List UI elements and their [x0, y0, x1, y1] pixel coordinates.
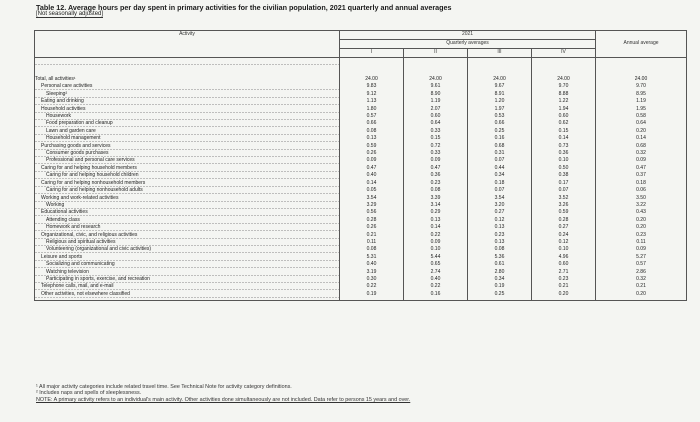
quarter-value-cell: 0.14 — [532, 135, 596, 142]
activity-label-text: Eating and drinking — [41, 98, 84, 105]
table-row — [35, 217, 687, 224]
quarter-value-cell: 0.34 — [468, 276, 532, 283]
quarter-value-cell: 8.88 — [532, 91, 596, 98]
table-row — [35, 120, 687, 127]
quarter-value-cell: 0.27 — [532, 224, 596, 231]
activity-column-header: Activity — [35, 31, 340, 58]
quarter-value-cell: 0.36 — [404, 172, 468, 179]
table-row — [35, 165, 687, 172]
quarter-value-cell: 5.36 — [468, 254, 532, 261]
activity-label-text: Participating in sports, exercise, and recreation — [46, 275, 150, 282]
quarter-value-cell: 9.70 — [532, 83, 596, 90]
quarter-value-cell: 0.59 — [340, 143, 404, 150]
quarter-value-cell: 24.00 — [532, 58, 596, 84]
activity-label-text: Personal care activities — [41, 83, 93, 90]
quarter-value-cell: 1.80 — [340, 106, 404, 113]
quarter-value-cell: 3.39 — [404, 195, 468, 202]
table-row — [35, 172, 687, 179]
quarter-value-cell: 0.25 — [468, 291, 532, 301]
quarter-value-cell: 0.25 — [468, 128, 532, 135]
quarter-value-cell: 3.26 — [532, 202, 596, 209]
quarter-value-cell: 0.21 — [532, 283, 596, 290]
quarter-value-cell: 0.10 — [532, 157, 596, 164]
table-row — [35, 135, 687, 142]
quarter-value-cell: 0.26 — [340, 150, 404, 157]
quarter-value-cell: 0.09 — [340, 157, 404, 164]
activity-label — [35, 232, 340, 239]
activity-label — [35, 261, 340, 268]
quarter-value-cell: 0.09 — [404, 157, 468, 164]
quarter-value-cell: 1.22 — [532, 98, 596, 105]
annual-value-cell: 0.32 — [596, 276, 687, 283]
quarter-value-cell: 0.57 — [340, 113, 404, 120]
activity-label — [35, 195, 340, 202]
annual-value-cell: 0.64 — [596, 120, 687, 127]
quarter-value-cell: 1.94 — [532, 106, 596, 113]
annual-value-cell: 0.06 — [596, 187, 687, 194]
annual-value-cell: 0.43 — [596, 209, 687, 216]
table-row — [35, 128, 687, 135]
table-row — [35, 209, 687, 216]
quarter-value-cell: 0.68 — [468, 143, 532, 150]
quarter-value-cell: 0.14 — [404, 224, 468, 231]
quarter-value-cell: 0.21 — [340, 232, 404, 239]
quarter-value-cell: 8.91 — [468, 91, 532, 98]
quarter-value-cell: 0.29 — [404, 209, 468, 216]
activity-label — [35, 172, 340, 179]
quarter-value-cell: 0.05 — [340, 187, 404, 194]
quarter-value-cell: 0.22 — [340, 283, 404, 290]
table-row — [35, 232, 687, 239]
quarter-value-cell: 0.15 — [532, 128, 596, 135]
activity-label — [35, 246, 340, 253]
quarter-value-cell: 9.12 — [340, 91, 404, 98]
quarter-value-cell: 0.60 — [532, 261, 596, 268]
quarter-value-cell: 0.56 — [340, 209, 404, 216]
table-row — [35, 150, 687, 157]
activity-label — [35, 269, 340, 276]
activity-label — [35, 165, 340, 172]
quarter-value-cell: 0.13 — [468, 224, 532, 231]
quarter-value-cell: 0.13 — [340, 135, 404, 142]
activity-label-text: Homework and research — [46, 224, 101, 231]
annual-average-header: Annual average — [596, 31, 687, 58]
table-row — [35, 91, 687, 98]
quarter-value-cell: 0.34 — [468, 172, 532, 179]
activity-label-text: Volunteering (organizational and civic activities) — [46, 246, 152, 253]
quarter-value-cell: 0.23 — [404, 180, 468, 187]
quarter-value-cell: 3.54 — [340, 195, 404, 202]
quarter-value-cell: 0.19 — [340, 291, 404, 301]
activity-label-text: Total, all activities¹ — [35, 76, 76, 82]
annual-value-cell: 9.70 — [596, 83, 687, 90]
quarter-header: III — [468, 49, 532, 58]
quarter-value-cell: 0.17 — [532, 180, 596, 187]
activity-label — [35, 224, 340, 231]
annual-value-cell: 0.20 — [596, 224, 687, 231]
quarter-value-cell: 0.62 — [532, 120, 596, 127]
table-row — [35, 98, 687, 105]
footnote: ¹ All major activity categories include related travel time. See Technical Note for activity category definitions. — [36, 384, 292, 390]
activity-label-text: Caring for and helping household children — [46, 172, 139, 179]
quarter-value-cell: 0.66 — [340, 120, 404, 127]
activity-label-text: Consumer goods purchases — [46, 150, 109, 157]
quarter-value-cell: 0.60 — [404, 113, 468, 120]
quarter-value-cell: 2.71 — [532, 269, 596, 276]
annual-value-cell: 2.86 — [596, 269, 687, 276]
activity-label-text: Watching television — [46, 268, 89, 275]
quarter-value-cell: 0.61 — [468, 261, 532, 268]
quarter-value-cell: 0.23 — [468, 232, 532, 239]
quarterly-averages-header: Quarterly averages — [340, 40, 596, 49]
table-row — [35, 202, 687, 209]
quarter-value-cell: 0.22 — [404, 232, 468, 239]
table-row — [35, 157, 687, 164]
quarter-value-cell: 0.38 — [532, 172, 596, 179]
quarter-header: II — [404, 49, 468, 58]
table-row — [35, 276, 687, 283]
quarter-value-cell: 0.66 — [468, 120, 532, 127]
quarter-value-cell: 9.61 — [404, 83, 468, 90]
annual-value-cell: 0.20 — [596, 128, 687, 135]
quarter-value-cell: 2.07 — [404, 106, 468, 113]
table-row — [35, 261, 687, 268]
activity-label-text: Attending class — [46, 216, 80, 223]
quarter-value-cell: 0.12 — [532, 239, 596, 246]
quarter-value-cell: 0.20 — [532, 291, 596, 301]
activity-label — [35, 113, 340, 120]
activity-label-text: Leisure and sports — [41, 253, 83, 260]
quarter-value-cell: 24.00 — [340, 58, 404, 84]
annual-value-cell: 0.09 — [596, 157, 687, 164]
annual-value-cell: 0.58 — [596, 113, 687, 120]
annual-value-cell: 0.21 — [596, 283, 687, 290]
quarter-value-cell: 0.15 — [404, 135, 468, 142]
annual-value-cell: 5.27 — [596, 254, 687, 261]
quarter-value-cell: 0.28 — [340, 217, 404, 224]
quarter-value-cell: 0.13 — [404, 217, 468, 224]
table-row — [35, 195, 687, 202]
quarter-value-cell: 0.23 — [532, 276, 596, 283]
quarter-value-cell: 3.52 — [532, 195, 596, 202]
activity-label — [35, 143, 340, 150]
quarter-value-cell: 0.10 — [404, 246, 468, 253]
quarter-value-cell: 1.19 — [404, 98, 468, 105]
quarter-value-cell: 0.44 — [468, 165, 532, 172]
quarter-value-cell: 0.16 — [468, 135, 532, 142]
quarter-value-cell: 0.16 — [404, 291, 468, 301]
table-row — [35, 269, 687, 276]
quarter-value-cell: 0.08 — [404, 187, 468, 194]
table-row — [35, 283, 687, 290]
quarter-value-cell: 0.07 — [468, 157, 532, 164]
activity-label — [35, 239, 340, 246]
quarter-value-cell: 0.08 — [340, 128, 404, 135]
table-row — [35, 239, 687, 246]
table-body — [35, 58, 687, 301]
table-title: Table 12. Average hours per day spent in primary activities for the civilian population, 2021 quarterly and annual averages — [36, 3, 452, 12]
table-row — [35, 106, 687, 113]
annual-value-cell: 0.32 — [596, 150, 687, 157]
activity-label — [35, 135, 340, 142]
activity-label — [35, 98, 340, 105]
table-row — [35, 143, 687, 150]
quarter-value-cell: 0.19 — [468, 283, 532, 290]
quarter-value-cell: 5.44 — [404, 254, 468, 261]
annual-value-cell: 0.68 — [596, 143, 687, 150]
table-subtitle: [Not seasonally adjusted] — [36, 11, 104, 17]
footnote: NOTE: A primary activity refers to an individual's main activity. Other activities done simultaneously are not included. Data refer to persons 15 years and over. — [36, 396, 411, 403]
table-row — [35, 254, 687, 261]
activity-label-text: Housework — [46, 113, 72, 120]
quarter-value-cell: 0.65 — [404, 261, 468, 268]
activity-label — [35, 276, 340, 283]
data-table — [34, 30, 687, 301]
quarter-value-cell: 0.30 — [340, 276, 404, 283]
quarter-value-cell: 4.96 — [532, 254, 596, 261]
quarter-value-cell: 0.53 — [468, 113, 532, 120]
table-row — [35, 187, 687, 194]
quarter-value-cell: 1.20 — [468, 98, 532, 105]
quarter-value-cell: 0.31 — [468, 150, 532, 157]
quarter-value-cell: 3.14 — [404, 202, 468, 209]
quarter-value-cell: 2.74 — [404, 269, 468, 276]
table-row — [35, 291, 687, 301]
activity-label-text: Caring for and helping household members — [41, 164, 137, 171]
table-row — [35, 246, 687, 253]
table-row — [35, 224, 687, 231]
annual-value-cell: 0.18 — [596, 180, 687, 187]
activity-label — [35, 58, 340, 84]
quarter-value-cell: 9.67 — [468, 83, 532, 90]
quarter-value-cell: 0.73 — [532, 143, 596, 150]
activity-label-text: Religious and spiritual activities — [46, 238, 116, 245]
quarter-value-cell: 0.28 — [532, 217, 596, 224]
quarter-value-cell: 0.47 — [340, 165, 404, 172]
activity-label — [35, 157, 340, 164]
quarter-value-cell: 0.47 — [404, 165, 468, 172]
footnote: ² Includes naps and spells of sleeplessness. — [36, 390, 142, 397]
quarter-value-cell: 0.26 — [340, 224, 404, 231]
activity-label-text: Organizational, civic, and religious activities — [41, 231, 138, 238]
activity-label-text: Working and work-related activities — [41, 194, 119, 201]
activity-label — [35, 83, 340, 90]
quarter-value-cell: 0.27 — [468, 209, 532, 216]
activity-label-text: Telephone calls, mail, and e-mail — [41, 283, 114, 290]
quarter-value-cell: 0.13 — [468, 239, 532, 246]
quarter-value-cell: 0.24 — [532, 232, 596, 239]
activity-label — [35, 120, 340, 127]
activity-label-text: Other activities, not elsewhere classified — [41, 290, 130, 297]
annual-value-cell: 0.20 — [596, 291, 687, 301]
activity-label-text: Caring for and helping nonhousehold adults — [46, 187, 143, 194]
activity-label-text: Household management — [46, 135, 101, 142]
annual-value-cell: 0.23 — [596, 232, 687, 239]
quarter-value-cell: 0.33 — [404, 128, 468, 135]
quarter-value-cell: 3.20 — [468, 202, 532, 209]
activity-label — [35, 217, 340, 224]
annual-value-cell: 3.22 — [596, 202, 687, 209]
annual-value-cell: 0.57 — [596, 261, 687, 268]
activity-label — [35, 283, 340, 290]
quarter-value-cell: 0.07 — [532, 187, 596, 194]
quarter-value-cell: 0.18 — [468, 180, 532, 187]
annual-value-cell: 8.95 — [596, 91, 687, 98]
annual-value-cell: 0.14 — [596, 135, 687, 142]
quarter-value-cell: 8.90 — [404, 91, 468, 98]
footnotes — [36, 384, 410, 403]
activity-label-text: Caring for and helping nonhousehold members — [41, 179, 146, 186]
quarter-value-cell: 2.80 — [468, 269, 532, 276]
activity-label — [35, 128, 340, 135]
activity-label-text: Food preparation and cleanup — [46, 120, 113, 127]
quarter-value-cell: 5.31 — [340, 254, 404, 261]
quarter-value-cell: 0.08 — [468, 246, 532, 253]
annual-value-cell: 0.11 — [596, 239, 687, 246]
quarter-value-cell: 0.08 — [340, 246, 404, 253]
activity-label — [35, 254, 340, 261]
table-row — [35, 113, 687, 120]
table-row — [35, 83, 687, 90]
annual-value-cell: 3.50 — [596, 195, 687, 202]
activity-label-text: Sleeping² — [46, 90, 68, 97]
activity-label-text: Professional and personal care services — [46, 157, 135, 164]
activity-label — [35, 291, 340, 301]
quarter-value-cell: 0.33 — [404, 150, 468, 157]
quarter-value-cell: 0.07 — [468, 187, 532, 194]
annual-value-cell: 0.09 — [596, 246, 687, 253]
annual-value-cell: 1.19 — [596, 98, 687, 105]
table-row — [35, 180, 687, 187]
activity-label — [35, 202, 340, 209]
quarter-value-cell: 3.29 — [340, 202, 404, 209]
activity-label — [35, 180, 340, 187]
quarter-value-cell: 0.36 — [532, 150, 596, 157]
quarter-value-cell: 0.72 — [404, 143, 468, 150]
annual-value-cell: 1.95 — [596, 106, 687, 113]
table-row — [35, 58, 687, 84]
activity-label-text: Socializing and communicating — [46, 261, 115, 268]
activity-label-text: Educational activities — [41, 209, 88, 216]
activity-label-text: Purchasing goods and services — [41, 142, 111, 149]
quarter-value-cell: 0.14 — [340, 180, 404, 187]
quarter-value-cell: 0.09 — [404, 239, 468, 246]
annual-value-cell: 0.37 — [596, 172, 687, 179]
quarter-value-cell: 9.83 — [340, 83, 404, 90]
annual-value-cell: 0.20 — [596, 217, 687, 224]
quarter-header: I — [340, 49, 404, 58]
quarter-value-cell: 0.40 — [340, 261, 404, 268]
quarter-value-cell: 3.19 — [340, 269, 404, 276]
quarter-value-cell: 3.54 — [468, 195, 532, 202]
quarter-value-cell: 0.10 — [532, 246, 596, 253]
quarter-value-cell: 0.22 — [404, 283, 468, 290]
year-header: 2021 — [340, 31, 596, 40]
quarter-value-cell: 0.11 — [340, 239, 404, 246]
quarter-value-cell: 0.64 — [404, 120, 468, 127]
activity-label — [35, 106, 340, 113]
quarter-header: IV — [532, 49, 596, 58]
quarter-value-cell: 24.00 — [468, 58, 532, 84]
activity-label-text: Working — [46, 201, 65, 208]
quarter-value-cell: 0.40 — [404, 276, 468, 283]
activity-label — [35, 150, 340, 157]
activity-label — [35, 91, 340, 98]
quarter-value-cell: 0.50 — [532, 165, 596, 172]
annual-value-cell: 24.00 — [596, 58, 687, 84]
activity-label-text: Lawn and garden care — [46, 127, 96, 134]
quarter-value-cell: 0.40 — [340, 172, 404, 179]
quarter-value-cell: 0.12 — [468, 217, 532, 224]
activity-label — [35, 187, 340, 194]
quarter-value-cell: 1.13 — [340, 98, 404, 105]
annual-value-cell: 0.47 — [596, 165, 687, 172]
quarter-value-cell: 0.59 — [532, 209, 596, 216]
quarter-value-cell: 1.97 — [468, 106, 532, 113]
quarter-value-cell: 0.60 — [532, 113, 596, 120]
activity-label-text: Household activities — [41, 105, 86, 112]
activity-label — [35, 209, 340, 216]
quarter-value-cell: 24.00 — [404, 58, 468, 84]
